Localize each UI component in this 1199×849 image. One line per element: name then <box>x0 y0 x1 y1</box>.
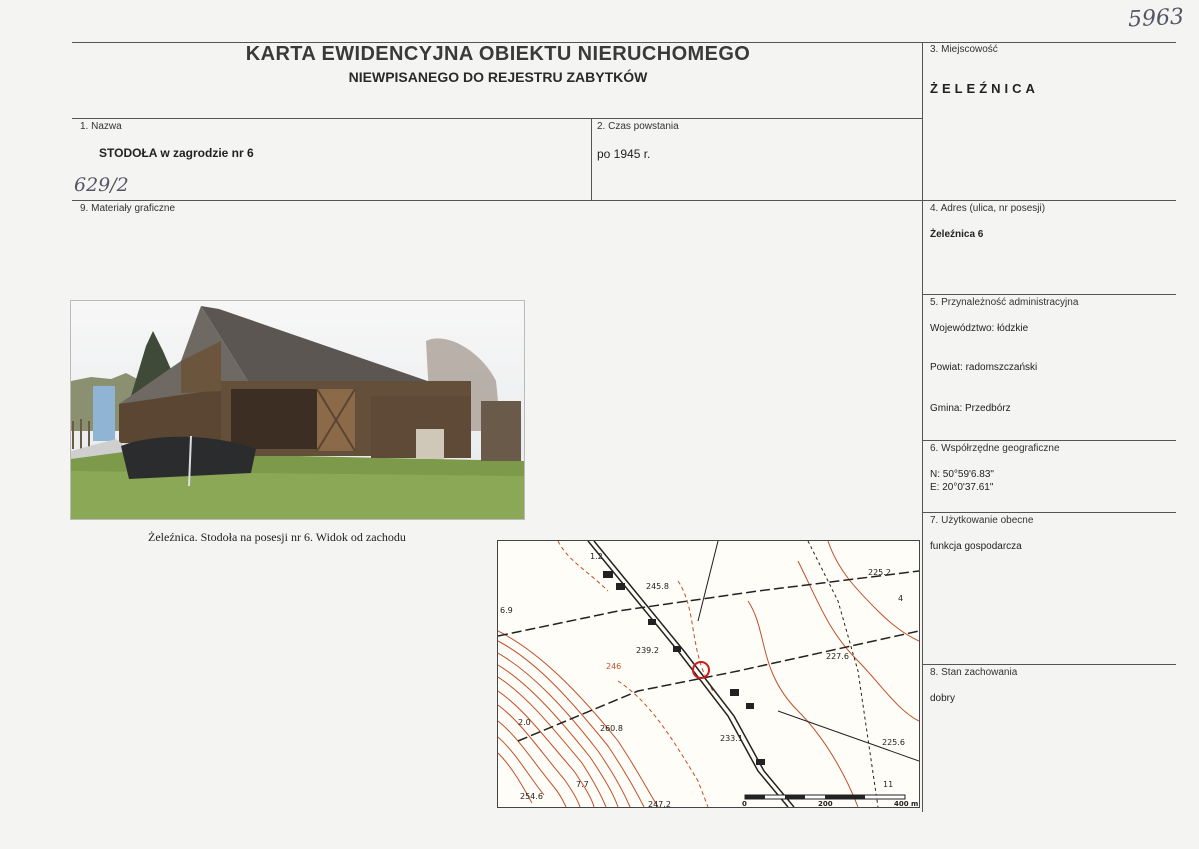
label-stan: 8. Stan zachowania <box>930 667 1018 678</box>
location-map <box>497 540 920 808</box>
map-label: 233.1 <box>720 734 743 743</box>
map-label: 227.6 <box>826 652 849 661</box>
rule-graphics <box>72 200 1176 201</box>
label-materialy: 9. Materiały graficzne <box>80 203 176 214</box>
map-label: 260.8 <box>600 724 623 733</box>
map-label: 11 <box>883 780 894 789</box>
archive-number: 5963 <box>1127 4 1185 33</box>
divider-1-2 <box>591 118 592 200</box>
label-przynaleznosc: 5. Przynależność administracyjna <box>930 297 1079 308</box>
value-wojewodztwo: Województwo: łódzkie <box>930 323 1029 334</box>
map-label: 1.2 <box>590 552 603 561</box>
scale-label: 400 m <box>894 800 919 807</box>
rule-6 <box>922 440 1176 441</box>
label-czas: 2. Czas powstania <box>597 121 679 132</box>
map-scale-bar <box>742 795 918 807</box>
map-label: 239.2 <box>636 646 659 655</box>
value-latitude: N: 50°59'6.83" <box>930 469 994 480</box>
value-adres: Żeleźnica 6 <box>930 229 984 240</box>
value-stan: dobry <box>930 693 956 704</box>
scale-label: 0 <box>742 800 747 807</box>
map-label: 225.2 <box>868 568 891 577</box>
value-uzytkowanie: funkcja gospodarcza <box>930 541 1022 552</box>
value-gmina: Gmina: Przedbórz <box>930 403 1011 414</box>
rule-5 <box>922 294 1176 295</box>
label-uzytkowanie: 7. Użytkowanie obecne <box>930 515 1034 526</box>
map-label: 245.8 <box>646 582 669 591</box>
map-label: 2.0 <box>518 718 531 727</box>
rule-fields-1-2 <box>72 118 922 119</box>
handwritten-note: 629/2 <box>74 174 129 196</box>
scale-label: 200 <box>818 800 833 807</box>
map-label: 225.6 <box>882 738 905 747</box>
card-subtitle: NIEWPISANEGO DO REJESTRU ZABYTKÓW <box>348 69 648 85</box>
value-miejscowosc: ŻELEŹNICA <box>930 81 1039 96</box>
map-label: 246 <box>606 662 622 671</box>
value-longitude: E: 20°0'37.61" <box>930 482 994 493</box>
map-label: 254.6 <box>520 792 543 801</box>
label-nazwa: 1. Nazwa <box>80 121 122 132</box>
map-label: 6.9 <box>500 606 513 615</box>
photo-caption: Żeleźnica. Stodoła na posesji nr 6. Widok od zachodu <box>148 530 406 544</box>
barn-photo <box>70 300 525 520</box>
card-title: KARTA EWIDENCYJNA OBIEKTU NIERUCHOMEGO <box>245 43 751 65</box>
label-miejscowosc: 3. Miejscowość <box>930 44 998 55</box>
column-divider <box>922 42 923 812</box>
rule-8 <box>922 664 1176 665</box>
map-label: 4 <box>898 594 904 603</box>
map-label: 7.7 <box>576 780 589 789</box>
rule-7 <box>922 512 1176 513</box>
label-wspolrzedne: 6. Współrzędne geograficzne <box>930 443 1060 454</box>
value-powiat: Powiat: radomszczański <box>930 362 1038 373</box>
value-czas: po 1945 r. <box>597 147 651 161</box>
value-nazwa: STODOŁA w zagrodzie nr 6 <box>99 146 254 160</box>
label-adres: 4. Adres (ulica, nr posesji) <box>930 203 1046 214</box>
map-label: 247.2 <box>648 800 671 807</box>
